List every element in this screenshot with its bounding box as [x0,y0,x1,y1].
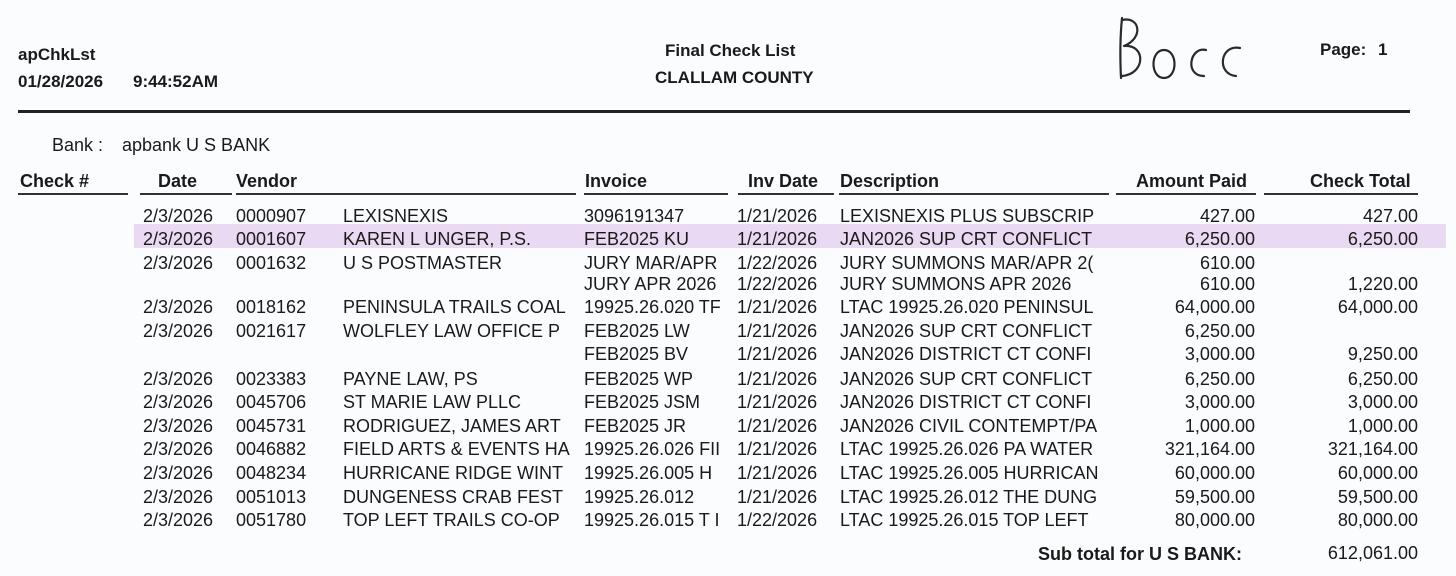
row-description: LTAC 19925.26.020 PENINSUL [840,297,1094,317]
row-amount-paid: 610.00 [1199,253,1255,273]
row-vendor-name: PAYNE LAW, PS [343,369,478,389]
table-row [0,274,1456,297]
row-vendor-number: 0045731 [236,416,307,436]
row-invoice: 19925.26.015 T I [584,510,720,530]
row-vendor-number: 0023383 [236,369,307,389]
row-amount-paid: 59,500.00 [1174,487,1255,507]
col-date-underline [140,193,232,195]
col-invoice: Invoice [585,171,648,191]
row-description: JAN2026 DISTRICT CT CONFI [840,392,1092,412]
row-description: LTAC 19925.26.026 PA WATER [840,439,1094,459]
row-inv-date: 1/21/2026 [737,463,818,483]
row-vendor-name: RODRIGUEZ, JAMES ART [343,416,561,436]
row-check-total: 321,164.00 [1327,439,1418,459]
row-vendor-name: PENINSULA TRAILS COAL [343,297,566,317]
row-inv-date: 1/22/2026 [737,253,818,273]
row-description: JURY SUMMONS MAR/APR 2( [840,253,1094,273]
row-vendor-number: 0021617 [236,321,307,341]
row-inv-date: 1/22/2026 [737,510,818,530]
col-amount-paid: Amount Paid [1136,171,1247,191]
row-date: 2/3/2026 [143,416,214,436]
row-amount-paid: 3,000.00 [1184,344,1255,364]
col-description: Description [840,171,940,191]
subtotal-label: Sub total for U S BANK: [1038,544,1242,564]
row-amount-paid: 64,000.00 [1174,297,1255,317]
col-date: Date [158,171,198,191]
row-date: 2/3/2026 [143,253,214,273]
table-row [0,369,1456,392]
row-vendor-number: 0051780 [236,510,307,530]
row-date: 2/3/2026 [143,510,214,530]
row-inv-date: 1/21/2026 [737,206,818,226]
county-name: CLALLAM COUNTY [655,68,814,87]
row-check-total: 80,000.00 [1337,510,1418,530]
row-description: LTAC 19925.26.015 TOP LEFT [840,510,1089,530]
row-invoice: FEB2025 WP [584,369,694,389]
row-date: 2/3/2026 [143,229,214,249]
row-vendor-number: 0046882 [236,439,307,459]
row-inv-date: 1/21/2026 [737,229,818,249]
row-amount-paid: 3,000.00 [1184,392,1255,412]
table-row [0,229,1456,252]
table-row [0,416,1456,439]
table-row [0,392,1456,415]
row-amount-paid: 6,250.00 [1184,229,1255,249]
row-amount-paid: 321,164.00 [1164,439,1255,459]
table-row [0,253,1456,276]
row-vendor-number: 0048234 [236,463,307,483]
col-description-underline [839,193,1109,195]
page-label: Page: [1320,40,1367,59]
table-row [0,463,1456,486]
row-inv-date: 1/21/2026 [737,297,818,317]
col-inv-date: Inv Date [748,171,819,191]
row-amount-paid: 60,000.00 [1174,463,1255,483]
row-invoice: 19925.26.026 FII [584,439,721,459]
row-invoice: 19925.26.005 H [584,463,713,483]
report-time: 9:44:52AM [133,72,219,91]
row-vendor-number: 0045706 [236,392,307,412]
table-row [0,344,1456,367]
row-date: 2/3/2026 [143,439,214,459]
row-description: LTAC 19925.26.012 THE DUNG [840,487,1098,507]
row-check-total: 64,000.00 [1337,297,1418,317]
row-invoice: FEB2025 JSM [584,392,701,412]
row-description: JAN2026 CIVIL CONTEMPT/PA [840,416,1098,436]
col-amount-paid-underline [1116,193,1256,195]
report-date: 01/28/2026 [18,72,104,91]
col-check-no: Check # [20,171,90,191]
row-vendor-number: 0018162 [236,297,307,317]
subtotal-value: 612,061.00 [1327,543,1418,563]
row-description: LEXISNEXIS PLUS SUBSCRIP [840,206,1095,226]
table-row [0,439,1456,462]
row-inv-date: 1/21/2026 [737,487,818,507]
col-check-total: Check Total [1310,171,1411,191]
row-vendor-name: U S POSTMASTER [343,253,503,273]
col-check-total-underline [1264,193,1418,195]
row-inv-date: 1/21/2026 [737,439,818,459]
bank-name: apbank U S BANK [122,135,271,155]
table-row [0,510,1456,533]
row-vendor-name: HURRICANE RIDGE WINT [343,463,563,483]
row-amount-paid: 80,000.00 [1174,510,1255,530]
row-description: LTAC 19925.26.005 HURRICAN [840,463,1099,483]
table-row [0,297,1456,320]
row-description: JURY SUMMONS APR 2026 [840,274,1072,294]
row-vendor-number: 0001632 [236,253,307,273]
row-vendor-number: 0001607 [236,229,307,249]
row-inv-date: 1/21/2026 [737,416,818,436]
row-amount-paid: 6,250.00 [1184,321,1255,341]
col-invoice-underline [584,193,728,195]
row-date: 2/3/2026 [143,297,214,317]
col-inv-date-underline [738,193,834,195]
row-invoice: FEB2025 KU [584,229,690,249]
row-check-total: 427.00 [1362,206,1418,226]
row-invoice: FEB2025 BV [584,344,689,364]
row-check-total: 59,500.00 [1337,487,1418,507]
row-amount-paid: 1,000.00 [1184,416,1255,436]
row-inv-date: 1/21/2026 [737,344,818,364]
table-row [0,206,1456,229]
row-invoice: FEB2025 LW [584,321,690,341]
page-number: 1 [1378,40,1388,59]
header-divider [18,110,1410,113]
row-amount-paid: 610.00 [1199,274,1255,294]
row-check-total: 9,250.00 [1347,344,1418,364]
bank-label: Bank : [52,135,104,155]
row-description: JAN2026 SUP CRT CONFLICT [840,321,1093,341]
row-inv-date: 1/21/2026 [737,321,818,341]
row-date: 2/3/2026 [143,487,214,507]
row-vendor-name: DUNGENESS CRAB FEST [343,487,564,507]
row-vendor-name: FIELD ARTS & EVENTS HA [343,439,570,459]
row-invoice: 3096191347 [584,206,685,226]
row-check-total: 60,000.00 [1337,463,1418,483]
table-row [0,321,1456,344]
row-vendor-name: TOP LEFT TRAILS CO-OP [343,510,560,530]
row-amount-paid: 427.00 [1199,206,1255,226]
row-check-total: 1,000.00 [1347,416,1418,436]
row-vendor-name: ST MARIE LAW PLLC [343,392,522,412]
row-invoice: 19925.26.012 [584,487,695,507]
handwritten-note [1112,8,1252,88]
row-check-total: 6,250.00 [1347,369,1418,389]
row-vendor-name: LEXISNEXIS [343,206,449,226]
row-inv-date: 1/21/2026 [737,392,818,412]
col-vendor: Vendor [236,171,298,191]
row-check-total: 6,250.00 [1347,229,1418,249]
col-check-no-underline [18,193,128,195]
row-inv-date: 1/21/2026 [737,369,818,389]
row-vendor-name: KAREN L UNGER, P.S. [343,229,532,249]
row-inv-date: 1/22/2026 [737,274,818,294]
row-invoice: 19925.26.020 TF [584,297,721,317]
row-check-total: 1,220.00 [1347,274,1418,294]
row-description: JAN2026 SUP CRT CONFLICT [840,229,1093,249]
row-invoice: JURY MAR/APR [584,253,718,273]
row-invoice: FEB2025 JR [584,416,687,436]
row-date: 2/3/2026 [143,463,214,483]
row-vendor-name: WOLFLEY LAW OFFICE P [343,321,561,341]
report-title: Final Check List [665,41,796,60]
row-description: JAN2026 DISTRICT CT CONFI [840,344,1092,364]
row-invoice: JURY APR 2026 [584,274,717,294]
col-vendor-underline [236,193,576,195]
row-date: 2/3/2026 [143,321,214,341]
row-vendor-number: 0051013 [236,487,307,507]
row-date: 2/3/2026 [143,369,214,389]
row-date: 2/3/2026 [143,206,214,226]
row-vendor-number: 0000907 [236,206,307,226]
row-check-total: 3,000.00 [1347,392,1418,412]
row-amount-paid: 6,250.00 [1184,369,1255,389]
row-description: JAN2026 SUP CRT CONFLICT [840,369,1093,389]
report-id: apChkLst [18,45,96,64]
table-row [0,487,1456,510]
row-date: 2/3/2026 [143,392,214,412]
